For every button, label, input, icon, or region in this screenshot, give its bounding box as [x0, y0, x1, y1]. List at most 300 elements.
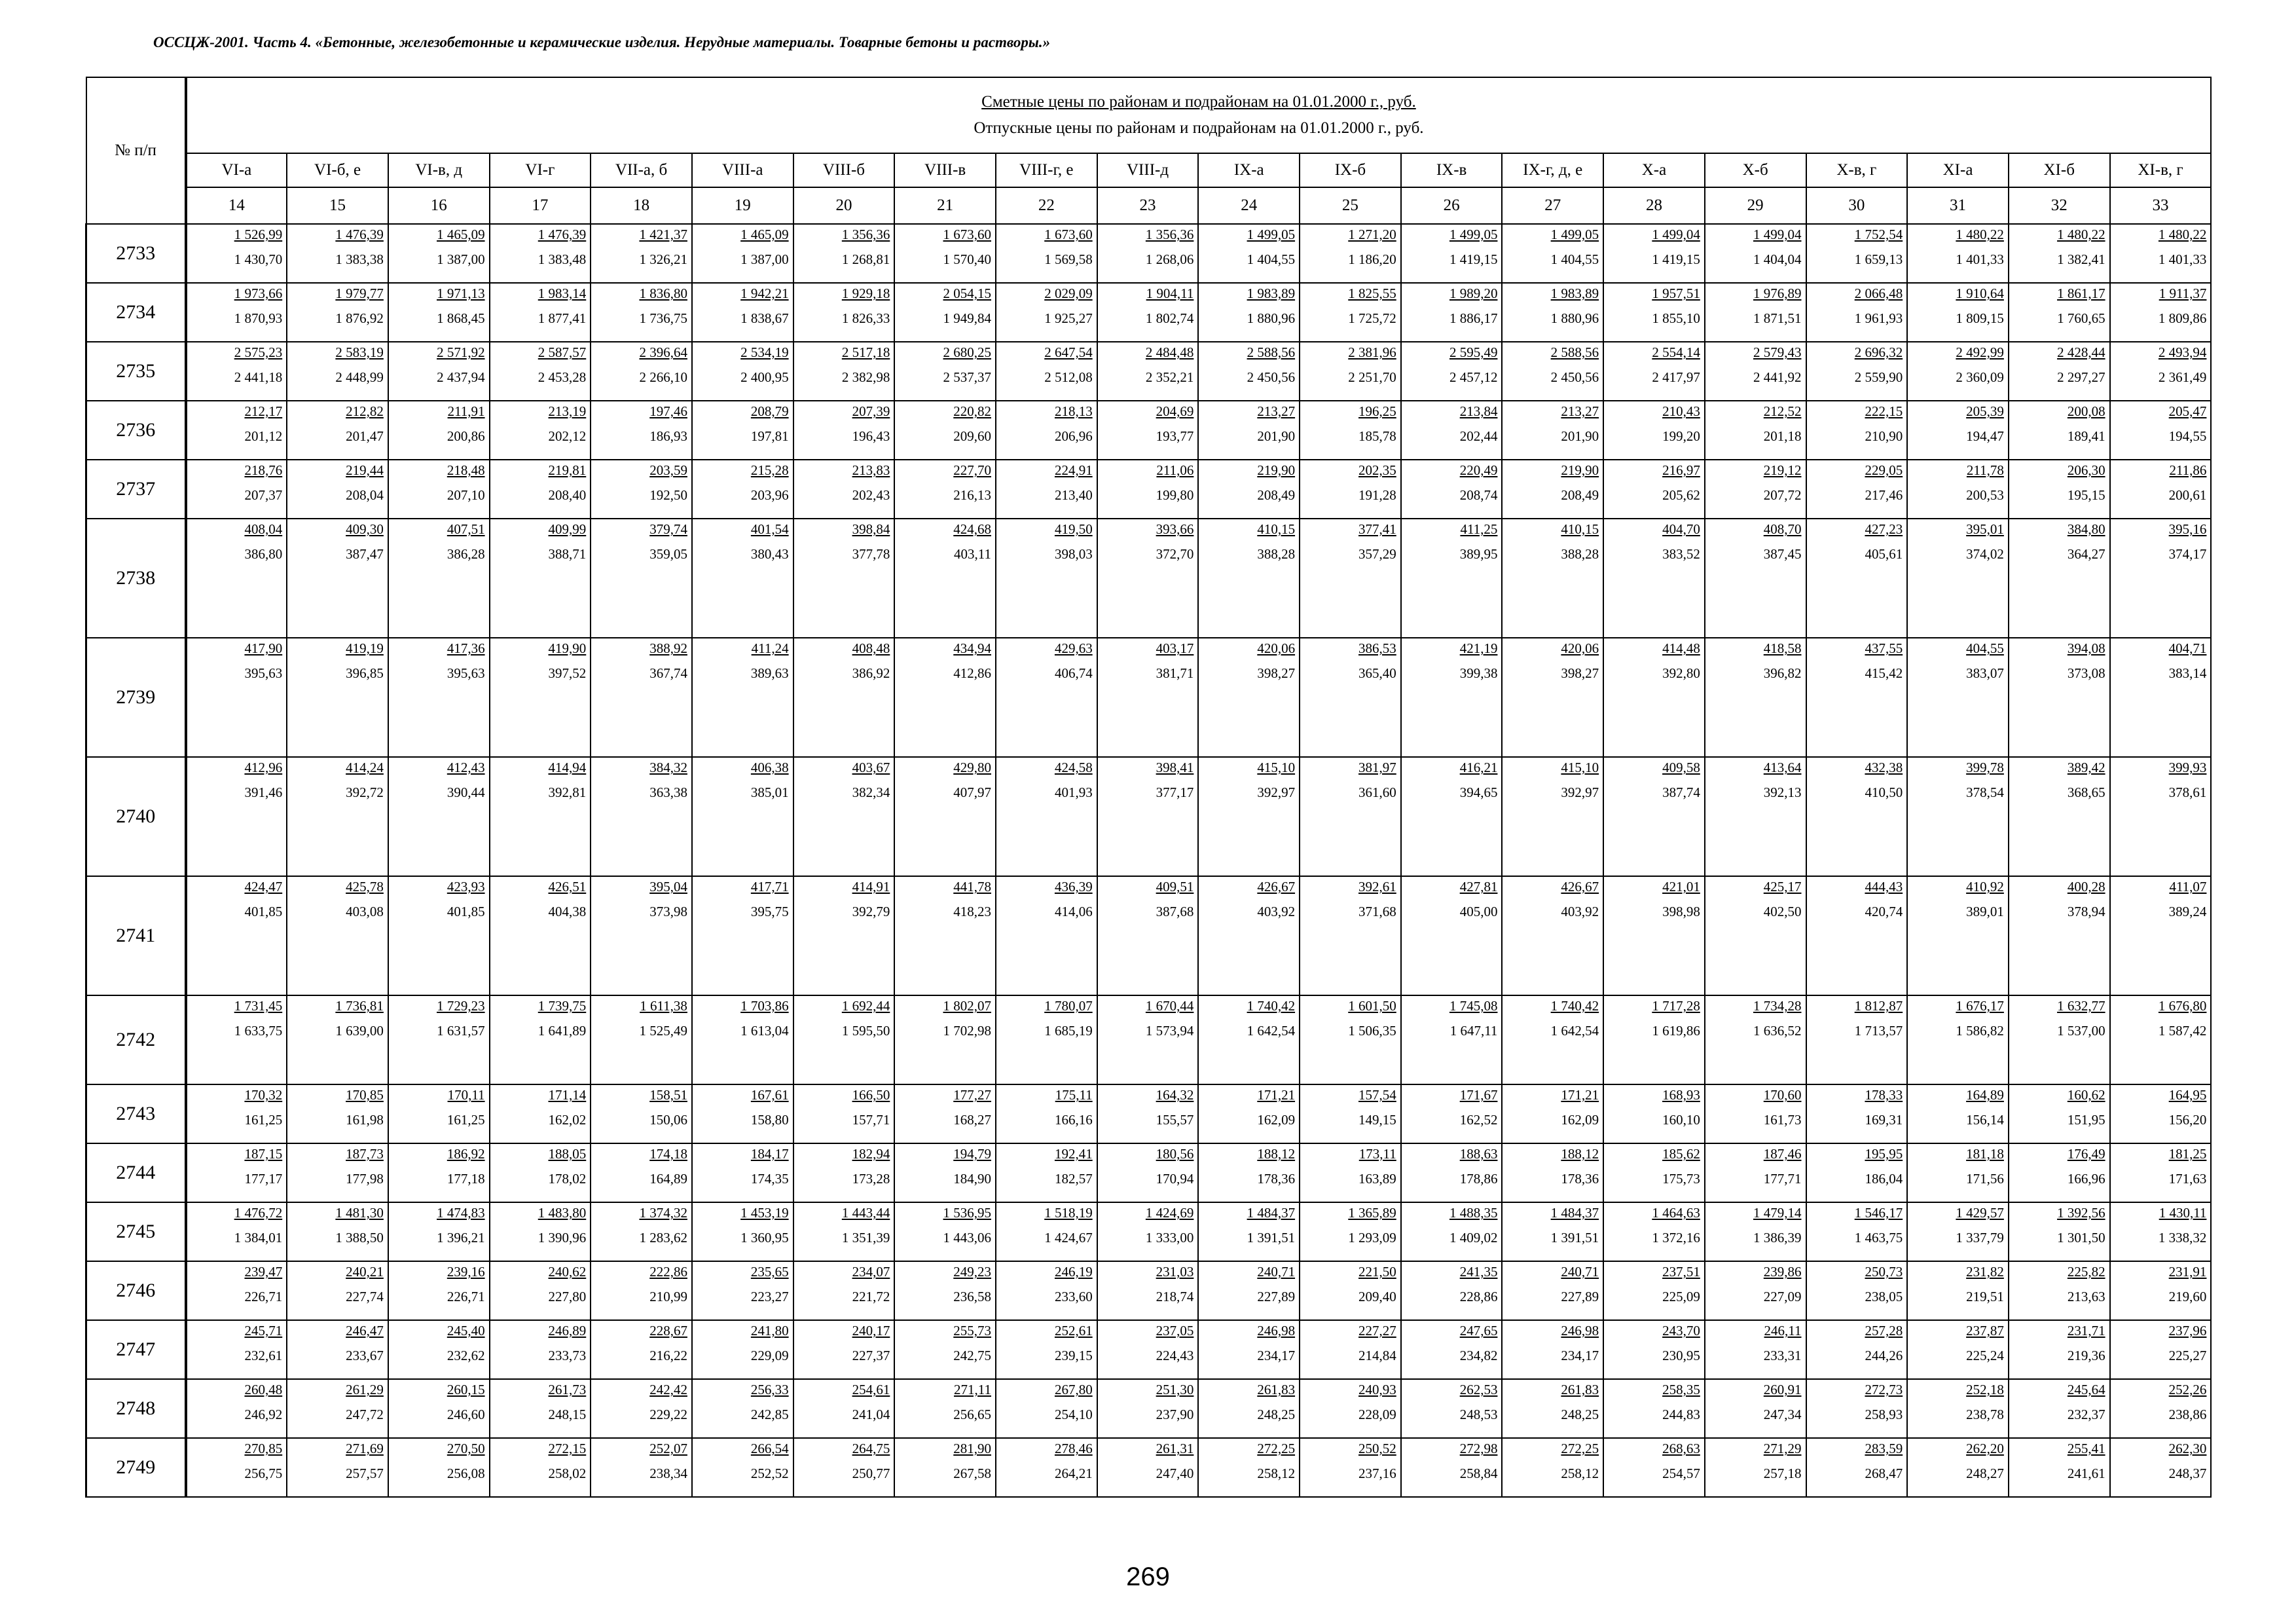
column-number: 25	[1300, 187, 1401, 224]
release-price: 1 633,75	[234, 1023, 283, 1039]
release-price: 150,06	[649, 1112, 687, 1128]
release-price: 233,73	[548, 1348, 587, 1363]
price-cell	[591, 283, 692, 342]
price-cell	[793, 342, 895, 401]
release-price: 206,96	[1054, 428, 1093, 444]
estimate-price: 410,15	[1561, 521, 1599, 537]
estimate-price: 421,19	[1459, 640, 1498, 656]
table-row	[86, 460, 2212, 519]
price-cell	[1907, 460, 2009, 519]
release-price: 383,07	[1966, 665, 2004, 681]
estimate-price: 417,90	[244, 640, 283, 656]
estimate-price: 1 476,39	[335, 227, 384, 242]
estimate-price: 441,78	[953, 879, 991, 895]
price-cell	[490, 876, 591, 995]
price-cell	[1806, 519, 1908, 638]
release-price: 1 838,67	[740, 310, 789, 326]
price-cell	[894, 757, 996, 876]
price-cell	[996, 638, 1097, 757]
price-cell	[1603, 1084, 1705, 1143]
estimate-price: 1 692,44	[841, 998, 890, 1014]
release-price: 248,53	[1459, 1407, 1498, 1422]
release-price: 216,13	[953, 487, 991, 503]
price-cell	[1198, 1438, 1300, 1497]
release-price: 224,43	[1156, 1348, 1194, 1363]
release-price: 383,14	[2168, 665, 2207, 681]
release-price: 387,47	[346, 546, 384, 562]
release-price: 373,08	[2067, 665, 2105, 681]
estimate-price: 1 484,37	[1550, 1205, 1599, 1221]
price-cell	[287, 1143, 388, 1202]
release-price: 209,60	[953, 428, 991, 444]
release-price: 230,95	[1662, 1348, 1700, 1363]
price-cell	[1502, 638, 1603, 757]
estimate-price: 1 536,95	[943, 1205, 991, 1221]
region-header: VIII-а	[692, 153, 793, 187]
estimate-price: 171,21	[1257, 1087, 1296, 1103]
column-number: 26	[1401, 187, 1503, 224]
release-price: 219,60	[2168, 1289, 2207, 1304]
price-cell	[692, 1261, 793, 1320]
estimate-price: 1 734,28	[1753, 998, 1802, 1014]
price-cell	[894, 876, 996, 995]
release-price: 368,65	[2067, 784, 2105, 800]
price-cell	[1907, 401, 2009, 460]
release-price: 394,65	[1459, 784, 1498, 800]
release-price: 1 647,11	[1449, 1023, 1498, 1039]
estimate-price: 200,08	[2067, 403, 2105, 419]
price-cell	[1705, 1438, 1806, 1497]
estimate-price: 1 465,09	[740, 227, 789, 242]
estimate-price: 241,35	[1459, 1264, 1498, 1280]
release-price: 1 802,74	[1145, 310, 1194, 326]
price-cell	[287, 401, 388, 460]
column-number: 32	[2009, 187, 2110, 224]
price-cell	[1300, 1143, 1401, 1202]
price-cell	[1097, 876, 1199, 995]
release-price: 1 760,65	[2057, 310, 2105, 326]
release-price: 1 659,13	[1854, 251, 1903, 267]
price-cell	[996, 1379, 1097, 1438]
price-cell	[1806, 1320, 1908, 1379]
release-price: 395,63	[446, 665, 485, 681]
estimate-price: 196,25	[1358, 403, 1396, 419]
price-cell	[186, 1320, 287, 1379]
estimate-price: 1 780,07	[1044, 998, 1093, 1014]
estimate-price: 212,17	[244, 403, 283, 419]
estimate-price: 261,29	[346, 1382, 384, 1397]
release-price: 247,72	[346, 1407, 384, 1422]
release-price: 374,02	[1966, 546, 2004, 562]
release-price: 177,71	[1763, 1171, 1802, 1187]
price-cell	[996, 1261, 1097, 1320]
price-cell	[793, 1202, 895, 1261]
release-price: 420,74	[1865, 904, 1903, 919]
release-price: 250,77	[852, 1466, 890, 1481]
release-price: 404,38	[548, 904, 587, 919]
estimate-price: 426,67	[1561, 879, 1599, 895]
estimate-price: 2 587,57	[538, 344, 587, 360]
estimate-price: 173,11	[1358, 1146, 1396, 1162]
column-number: 31	[1907, 187, 2009, 224]
release-price: 1 326,21	[639, 251, 687, 267]
price-cell	[1097, 1084, 1199, 1143]
release-price: 208,40	[548, 487, 587, 503]
release-price: 178,36	[1561, 1171, 1599, 1187]
estimate-price: 245,64	[2067, 1382, 2105, 1397]
release-price: 1 390,96	[538, 1230, 587, 1246]
estimate-price: 258,35	[1662, 1382, 1700, 1397]
estimate-price: 181,25	[2168, 1146, 2207, 1162]
price-cell	[1705, 1261, 1806, 1320]
estimate-price: 218,48	[446, 462, 485, 478]
price-cell	[1705, 519, 1806, 638]
estimate-price: 255,73	[953, 1323, 991, 1338]
release-price: 415,42	[1865, 665, 1903, 681]
price-cell	[1198, 1379, 1300, 1438]
estimate-price: 1 729,23	[437, 998, 485, 1014]
estimate-price: 186,92	[446, 1146, 485, 1162]
estimate-price: 414,48	[1662, 640, 1700, 656]
price-cell	[1705, 342, 1806, 401]
estimate-price: 2 680,25	[943, 344, 991, 360]
estimate-price: 426,51	[548, 879, 587, 895]
estimate-price: 2 029,09	[1044, 286, 1093, 301]
estimate-price: 166,50	[852, 1087, 890, 1103]
estimate-price: 1 464,63	[1652, 1205, 1700, 1221]
estimate-price: 187,46	[1763, 1146, 1802, 1162]
price-cell	[1401, 460, 1503, 519]
release-price: 1 382,41	[2057, 251, 2105, 267]
region-header: IX-в	[1401, 153, 1503, 187]
release-price: 162,09	[1561, 1112, 1599, 1128]
estimate-price: 252,61	[1054, 1323, 1093, 1338]
release-price: 1 419,15	[1652, 251, 1700, 267]
release-price: 238,86	[2168, 1407, 2207, 1422]
estimate-price: 1 483,80	[538, 1205, 587, 1221]
estimate-price: 246,11	[1764, 1323, 1802, 1338]
estimate-price: 404,71	[2168, 640, 2207, 656]
release-price: 246,60	[446, 1407, 485, 1422]
estimate-price: 210,43	[1662, 403, 1700, 419]
price-cell	[287, 224, 388, 283]
price-cell	[186, 1379, 287, 1438]
table-row	[86, 224, 2212, 283]
price-cell	[996, 1202, 1097, 1261]
price-cell	[1806, 401, 1908, 460]
release-price: 389,01	[1966, 904, 2004, 919]
release-price: 405,61	[1865, 546, 1903, 562]
estimate-price: 219,12	[1763, 462, 1802, 478]
row-number: 2747	[86, 1320, 186, 1379]
estimate-price: 231,03	[1156, 1264, 1194, 1280]
estimate-price: 222,15	[1865, 403, 1903, 419]
price-cell	[1907, 1202, 2009, 1261]
price-cell	[1401, 1320, 1503, 1379]
release-price: 386,92	[852, 665, 890, 681]
release-price: 191,28	[1358, 487, 1396, 503]
release-price: 387,68	[1156, 904, 1194, 919]
price-cell	[287, 1261, 388, 1320]
release-price: 1 396,21	[437, 1230, 485, 1246]
estimate-price: 410,92	[1966, 879, 2004, 895]
column-number: 23	[1097, 187, 1199, 224]
release-price: 248,27	[1966, 1466, 2004, 1481]
price-cell	[2110, 342, 2212, 401]
estimate-price: 411,07	[2169, 879, 2207, 895]
release-price: 225,27	[2168, 1348, 2207, 1363]
release-price: 2 361,49	[2158, 369, 2207, 385]
price-cell	[1907, 519, 2009, 638]
release-price: 162,09	[1257, 1112, 1296, 1128]
price-cell	[1806, 1438, 1908, 1497]
release-price: 392,13	[1763, 784, 1802, 800]
release-price: 194,47	[1966, 428, 2004, 444]
release-price: 155,57	[1156, 1112, 1194, 1128]
estimate-price: 2 588,56	[1247, 344, 1296, 360]
estimate-price: 240,93	[1358, 1382, 1396, 1397]
release-price: 2 448,99	[335, 369, 384, 385]
release-price: 201,12	[244, 428, 283, 444]
estimate-price: 1 374,32	[639, 1205, 687, 1221]
release-price: 374,17	[2168, 546, 2207, 562]
price-cell	[591, 1379, 692, 1438]
release-price: 233,67	[346, 1348, 384, 1363]
table-row	[86, 1438, 2212, 1497]
price-cell	[1603, 876, 1705, 995]
release-price: 258,12	[1257, 1466, 1296, 1481]
estimate-price: 429,63	[1054, 640, 1093, 656]
estimate-price: 394,08	[2067, 640, 2105, 656]
price-cell	[591, 757, 692, 876]
release-price: 248,37	[2168, 1466, 2207, 1481]
price-cell	[1603, 638, 1705, 757]
estimate-price: 419,19	[346, 640, 384, 656]
release-price: 1 401,33	[1956, 251, 2004, 267]
price-cell	[1097, 342, 1199, 401]
release-price: 161,73	[1763, 1112, 1802, 1128]
price-cell	[1198, 401, 1300, 460]
estimate-price: 227,70	[953, 462, 991, 478]
price-cell	[996, 1320, 1097, 1379]
release-price: 244,83	[1662, 1407, 1700, 1422]
estimate-price: 2 647,54	[1044, 344, 1093, 360]
table-row	[86, 1202, 2212, 1261]
estimate-price: 254,61	[852, 1382, 890, 1397]
price-cell	[996, 1084, 1097, 1143]
price-cell	[1603, 757, 1705, 876]
estimate-price: 424,58	[1054, 760, 1093, 775]
release-price: 201,18	[1763, 428, 1802, 444]
estimate-price: 1 703,86	[740, 998, 789, 1014]
estimate-price: 204,69	[1156, 403, 1194, 419]
release-price: 418,23	[953, 904, 991, 919]
price-cell	[1300, 638, 1401, 757]
release-price: 392,97	[1561, 784, 1599, 800]
release-price: 168,27	[953, 1112, 991, 1128]
release-price: 1 870,93	[234, 310, 283, 326]
release-price: 1 868,45	[437, 310, 485, 326]
price-cell	[287, 995, 388, 1084]
price-cell	[1806, 224, 1908, 283]
release-price: 156,20	[2168, 1112, 2207, 1128]
price-cell	[793, 283, 895, 342]
estimate-price: 1 611,38	[640, 998, 687, 1014]
release-price: 403,08	[346, 904, 384, 919]
table-row	[86, 1320, 2212, 1379]
release-price: 410,50	[1865, 784, 1903, 800]
row-number: 2734	[86, 283, 186, 342]
estimate-price: 436,39	[1054, 879, 1093, 895]
estimate-price: 404,70	[1662, 521, 1700, 537]
release-price: 398,27	[1257, 665, 1296, 681]
release-price: 238,34	[649, 1466, 687, 1481]
release-price: 194,55	[2168, 428, 2207, 444]
price-cell	[591, 876, 692, 995]
release-price: 207,72	[1763, 487, 1802, 503]
estimate-price: 250,73	[1865, 1264, 1903, 1280]
estimate-price: 243,70	[1662, 1323, 1700, 1338]
release-price: 161,25	[446, 1112, 485, 1128]
estimate-price: 2 571,92	[437, 344, 485, 360]
estimate-price: 2 381,96	[1348, 344, 1396, 360]
estimate-price: 403,67	[852, 760, 890, 775]
price-cell	[1705, 401, 1806, 460]
price-cell	[894, 1202, 996, 1261]
estimate-price: 247,65	[1459, 1323, 1498, 1338]
estimate-price: 2 588,56	[1550, 344, 1599, 360]
estimate-price: 168,93	[1662, 1087, 1700, 1103]
release-price: 1 949,84	[943, 310, 991, 326]
estimate-price: 1 802,07	[943, 998, 991, 1014]
estimate-price: 417,36	[446, 640, 485, 656]
price-cell	[186, 283, 287, 342]
release-price: 174,35	[750, 1171, 789, 1187]
estimate-price: 215,28	[750, 462, 789, 478]
release-price: 213,40	[1054, 487, 1093, 503]
price-cell	[894, 1261, 996, 1320]
price-cell	[1097, 1320, 1199, 1379]
estimate-price: 176,49	[2067, 1146, 2105, 1162]
release-price: 1 268,06	[1145, 251, 1194, 267]
price-cell	[388, 342, 490, 401]
release-price: 2 457,12	[1449, 369, 1498, 385]
price-cell	[1907, 283, 2009, 342]
release-price: 1 642,54	[1550, 1023, 1599, 1039]
price-cell	[1502, 1261, 1603, 1320]
price-cell	[1097, 283, 1199, 342]
estimate-price: 1 836,80	[639, 286, 687, 301]
price-cell	[692, 1202, 793, 1261]
estimate-price: 197,46	[649, 403, 687, 419]
release-price: 1 283,62	[639, 1230, 687, 1246]
release-price: 232,37	[2067, 1407, 2105, 1422]
price-cell	[1300, 460, 1401, 519]
release-price: 2 437,94	[437, 369, 485, 385]
estimate-price: 175,11	[1055, 1087, 1093, 1103]
column-number: 20	[793, 187, 895, 224]
region-header: VIII-б	[793, 153, 895, 187]
release-price: 208,49	[1257, 487, 1296, 503]
price-cell	[1198, 876, 1300, 995]
estimate-price: 1 670,44	[1145, 998, 1194, 1014]
price-cell	[1300, 283, 1401, 342]
price-cell	[186, 638, 287, 757]
price-cell	[2110, 1320, 2212, 1379]
price-cell	[186, 519, 287, 638]
estimate-price: 195,95	[1865, 1146, 1903, 1162]
estimate-price: 216,97	[1662, 462, 1700, 478]
release-price: 246,92	[244, 1407, 283, 1422]
release-price: 378,54	[1966, 784, 2004, 800]
price-cell	[490, 638, 591, 757]
price-cell	[1603, 401, 1705, 460]
row-number: 2739	[86, 638, 186, 757]
price-cell	[1401, 876, 1503, 995]
price-cell	[2110, 757, 2212, 876]
price-cell	[2110, 460, 2212, 519]
estimate-price: 262,20	[1966, 1441, 2004, 1456]
price-cell	[1502, 876, 1603, 995]
row-number: 2742	[86, 995, 186, 1084]
price-cell	[1705, 224, 1806, 283]
price-cell	[1907, 1320, 2009, 1379]
price-cell	[591, 1261, 692, 1320]
estimate-price: 192,41	[1054, 1146, 1093, 1162]
estimate-price: 1 484,37	[1247, 1205, 1296, 1221]
estimate-price: 1 499,05	[1247, 227, 1296, 242]
release-price: 403,11	[954, 546, 991, 562]
price-cell	[1198, 283, 1300, 342]
release-price: 247,40	[1156, 1466, 1194, 1481]
estimate-price: 272,15	[548, 1441, 587, 1456]
price-cell	[1806, 283, 1908, 342]
release-price: 405,00	[1459, 904, 1498, 919]
price-cell	[1300, 224, 1401, 283]
release-price: 232,62	[446, 1348, 485, 1363]
estimate-price: 1 499,05	[1449, 227, 1498, 242]
release-price: 372,70	[1156, 546, 1194, 562]
estimate-price: 219,44	[346, 462, 384, 478]
release-price: 1 404,55	[1550, 251, 1599, 267]
estimate-price: 271,11	[954, 1382, 991, 1397]
estimate-price: 184,17	[750, 1146, 789, 1162]
price-cell	[2110, 283, 2212, 342]
price-cell	[1705, 876, 1806, 995]
release-price: 1 569,58	[1044, 251, 1093, 267]
release-price: 361,60	[1358, 784, 1396, 800]
estimate-price: 272,98	[1459, 1441, 1498, 1456]
price-cell	[894, 1143, 996, 1202]
release-price: 1 391,51	[1550, 1230, 1599, 1246]
estimate-price: 1 392,56	[2057, 1205, 2105, 1221]
column-number-row	[86, 187, 2212, 224]
estimate-price: 409,99	[548, 521, 587, 537]
price-cell	[186, 1202, 287, 1261]
price-cell	[1300, 519, 1401, 638]
release-price: 177,18	[446, 1171, 485, 1187]
estimate-price: 213,83	[852, 462, 890, 478]
price-cell	[388, 224, 490, 283]
row-number: 2740	[86, 757, 186, 876]
estimate-price: 1 479,14	[1753, 1205, 1802, 1221]
estimate-price: 437,55	[1865, 640, 1903, 656]
estimate-price: 266,54	[750, 1441, 789, 1456]
price-cell	[793, 995, 895, 1084]
price-cell	[1198, 519, 1300, 638]
price-cell	[1603, 1379, 1705, 1438]
release-price: 1 401,33	[2158, 251, 2207, 267]
